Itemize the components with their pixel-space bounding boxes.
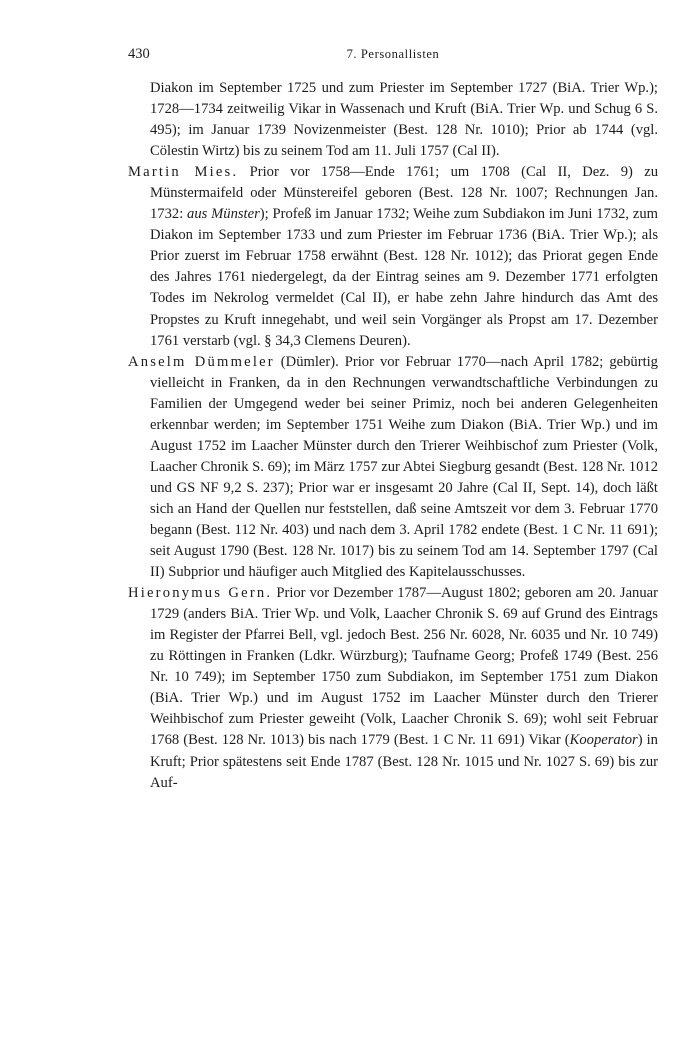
entry-text: (Dümler). Prior vor Februar 1770—nach April 1782; gebürtig vielleicht in Franken, da in den Rechnungen verwandtschaftliche Verbindungen zu Familien der Umgegend weder bei seiner Primiz, noch bei anderen Gelegenheiten erkennbar werden; im September 1751 Weihe zum Diakon (BiA. Trier Wp.) und im August 1752 im Laacher Münster durch den Trierer Weihbischof zum Priester (Volk, Laacher Chronik S. 69); im März 1757 zur Abtei Siegburg gesandt (Best. 128 Nr. 1012 und GS NF 9,2 S. 237); Prior war er insgesamt 20 Jahre (Cal II, Sept. 14), doch läßt sich an Hand der Quellen nur feststellen, daß seine Amtszeit vor dem 3. Februar 1770 begann (Best. 112 Nr. 403) und nach dem 3. April 1782 endete (Best. 1 C Nr. 11 691); seit August 1790 (Best. 128 Nr. 1017) bis zu seinem Tod am 14. September 1797 (Cal II) Subprior und häufiger auch Mitglied des Kapitelausschusses. xyxy=(150,353,658,581)
entry-text: Diakon im September 1725 und zum Priester im September 1727 (BiA. Trier Wp.); 1728—1734 zeitweilig Vikar in Wassenach und Kruft (BiA. Trier Wp. und Schug 6 S. 495); im Januar 1739 Novizenmeister (Best. 128 Nr. 1010); Prior ab 1744 (vgl. Cölestin Wirtz) bis zu seinem Tod am 11. Juli 1757 (Cal II). xyxy=(150,80,658,160)
entry-martin-mies xyxy=(128,162,658,351)
entry-italic-quote: aus Münster xyxy=(187,206,260,223)
entry-name: Martin Mies. xyxy=(128,164,239,181)
entry-text: ) in Kruft; Prior spätestens seit Ende 1787 (Best. 128 Nr. 1015 und Nr. 1027 S. 69) bis zur Auf- xyxy=(150,732,658,791)
page-number: 430 xyxy=(128,46,150,62)
page-header xyxy=(128,44,658,64)
entry-text: Prior vor 1758—Ende 1761; um 1708 (Cal II, Dez. 9) zu Münstermaifeld oder Münstereifel geboren (Best. 128 Nr. 1007; Rechnungen Jan. 1732: xyxy=(150,164,659,223)
entry-text: ); Profeß im Januar 1732; Weihe zum Subdiakon im Juni 1732, zum Diakon im September 1733 und zum Priester im Februar 1736 (BiA. Trier Wp.); als Prior zuerst im Februar 1758 erwähnt (Best. 128 Nr. 1012); das Priorat gegen Ende des Jahres 1761 niedergelegt, da der Eintrag seines am 9. Dezember 1771 erfolgten Todes im Nekrolog vermeldet (Cal II), er habe zehn Jahre hindurch das Amt des Propstes zu Kruft innegehabt, und weil sein Vorgänger als Propst am 17. Dezember 1761 verstarb (vgl. § 34,3 Clemens Deuren). xyxy=(150,206,658,349)
entry-continuation xyxy=(128,78,658,162)
entry-name: Hieronymus Gern. xyxy=(128,585,273,602)
entry-anselm-duemmeler xyxy=(128,352,658,584)
entry-name: Anselm Dümmeler xyxy=(128,353,275,370)
entry-text: Prior vor Dezember 1787—August 1802; geboren am 20. Januar 1729 (anders BiA. Trier Wp. und Volk, Laacher Chronik S. 69 auf Grund des Eintrags im Register der Pfarrei Bell, vgl. jedoch Best. 256 Nr. 6028, Nr. 6035 und Nr. 10 749) zu Röttingen in Franken (Ldkr. Würzburg); Taufname Georg; Profeß 1749 (Best. 256 Nr. 10 749); im September 1750 zum Subdiakon, im September 1751 zum Diakon (BiA. Trier Wp.) und im August 1752 im Laacher Münster durch den Trierer Weihbischof zum Priester geweiht (Volk, Laacher Chronik S. 69); wohl seit Februar 1768 (Best. 128 Nr. 1013) bis nach 1779 (Best. 1 C Nr. 11 691) Vikar ( xyxy=(150,585,658,749)
entry-italic-term: Kooperator xyxy=(569,732,638,749)
page-body xyxy=(128,78,658,794)
entry-hieronymus-gern xyxy=(128,583,658,793)
running-head: 7. Personallisten xyxy=(346,47,440,61)
